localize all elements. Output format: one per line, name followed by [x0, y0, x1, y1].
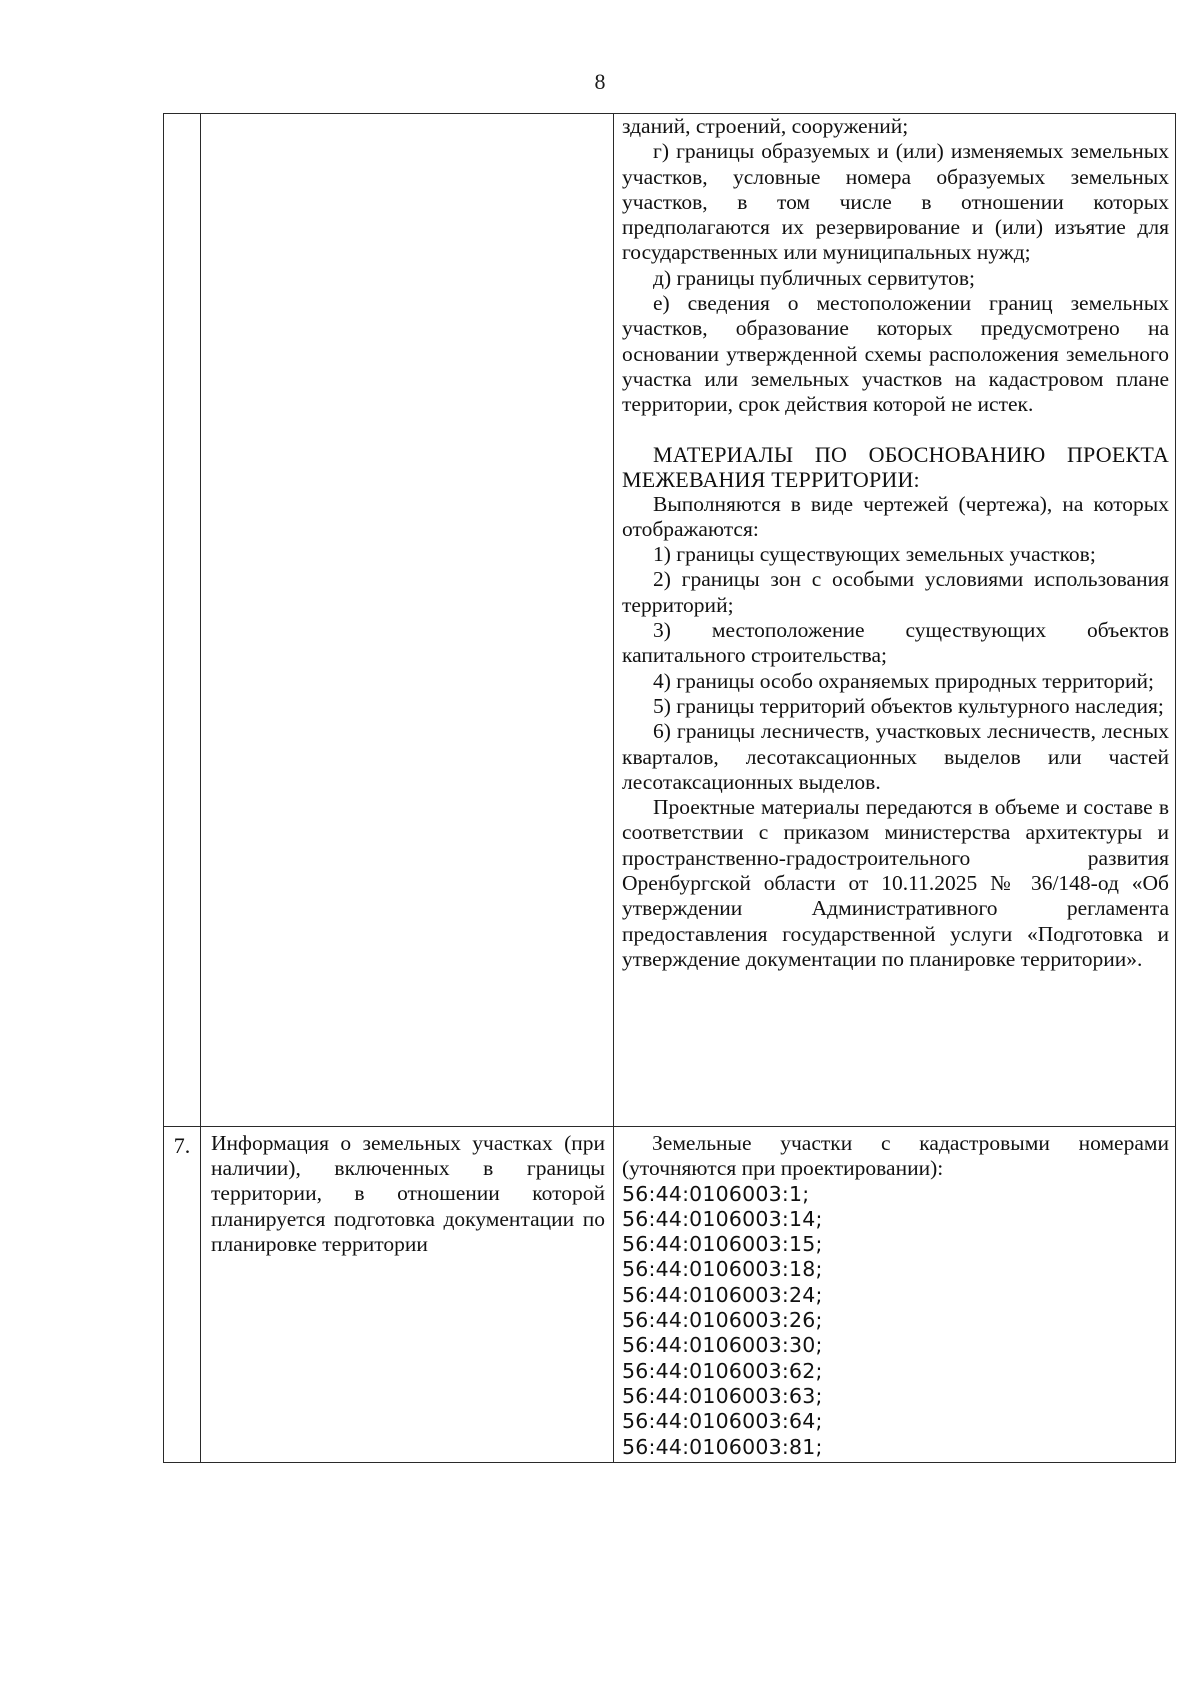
paragraph-e: е) сведения о местоположении границ земельных участков, образование которых предусмотрено на основании утвержденной схемы расположения земельного участка или земельных участков на кадастровом плане территории, срок действия которой не истек.	[622, 291, 1169, 417]
cadastral-number: 56:44:0106003:63;	[622, 1383, 823, 1408]
table-row-continuation	[164, 114, 1176, 1127]
content-cell	[614, 114, 1176, 1127]
cadastral-number: 56:44:0106003:14;	[622, 1206, 823, 1231]
materials-item-2: 2) границы зон с особыми условиями использования территорий;	[622, 567, 1169, 617]
cadastral-number: 56:44:0106003:15;	[622, 1232, 823, 1257]
cadastral-number: 56:44:0106003:24;	[622, 1282, 823, 1307]
materials-intro: Выполняются в виде чертежей (чертежа), на которых отображаются:	[622, 491, 1169, 541]
cadastral-number: 56:44:0106003:18;	[622, 1257, 823, 1282]
cadastral-cell	[614, 1127, 1176, 1463]
row-number: 7.	[173, 1133, 191, 1158]
row-label: Информация о земельных участках (при наличии), включенных в границы территории, в отношении которой планируется подготовка документации по планировке территории	[211, 1131, 605, 1256]
materials-item-4: 4) границы особо охраняемых природных территорий;	[653, 668, 1154, 693]
paragraph-d: д) границы публичных сервитутов;	[653, 265, 976, 290]
cadastral-number: 56:44:0106003:62;	[622, 1358, 823, 1383]
terms-table	[163, 113, 1176, 1463]
cadastral-intro: Земельные участки с кадастровыми номерами (уточняются при проектировании):	[622, 1131, 1169, 1181]
materials-item-1: 1) границы существующих земельных участков;	[653, 542, 1096, 567]
row-number-cell-empty	[164, 114, 201, 1127]
cadastral-number: 56:44:0106003:30;	[622, 1333, 823, 1358]
row-number-cell	[164, 1127, 201, 1463]
materials-item-5: 5) границы территорий объектов культурного наследия;	[653, 693, 1164, 718]
table-row-7	[164, 1127, 1176, 1463]
cadastral-number: 56:44:0106003:64;	[622, 1409, 823, 1434]
cadastral-number: 56:44:0106003:26;	[622, 1308, 823, 1333]
cadastral-number: 56:44:0106003:1;	[622, 1181, 810, 1206]
materials-transfer-note: Проектные материалы передаются в объеме и составе в соответствии с приказом министерства архитектуры и пространственно-градостроительного развития Оренбургской области от 10.11.2025 № 36/148-од «Об утверждении Административного регламента предоставления государственной услуги «Подготовка и утверждение документации по планировке территории».	[622, 795, 1169, 971]
materials-item-3: 3) местоположение существующих объектов капитального строительства;	[622, 618, 1169, 668]
paragraph-g: г) границы образуемых и (или) изменяемых земельных участков, условные номера образуемых земельных участков, в том числе в отношении которых предполагаются их резервирование и (или) изъятие для государственных или муниципальных нужд;	[622, 139, 1169, 265]
cadastral-number: 56:44:0106003:81;	[622, 1434, 823, 1459]
row-label-cell	[201, 1127, 614, 1463]
page-number: 8	[594, 69, 606, 94]
paragraph-buildings: зданий, строений, сооружений;	[622, 114, 909, 138]
cadastral-list	[622, 1182, 1169, 1460]
materials-item-6: 6) границы лесничеств, участковых лесничеств, лесных кварталов, лесотаксационных выделов или частей лесотаксационных выделов.	[622, 719, 1169, 794]
materials-heading: МАТЕРИАЛЫ ПО ОБОСНОВАНИЮ ПРОЕКТА МЕЖЕВАНИЯ ТЕРРИТОРИИ:	[622, 441, 1169, 492]
row-label-cell-empty	[201, 114, 614, 1127]
